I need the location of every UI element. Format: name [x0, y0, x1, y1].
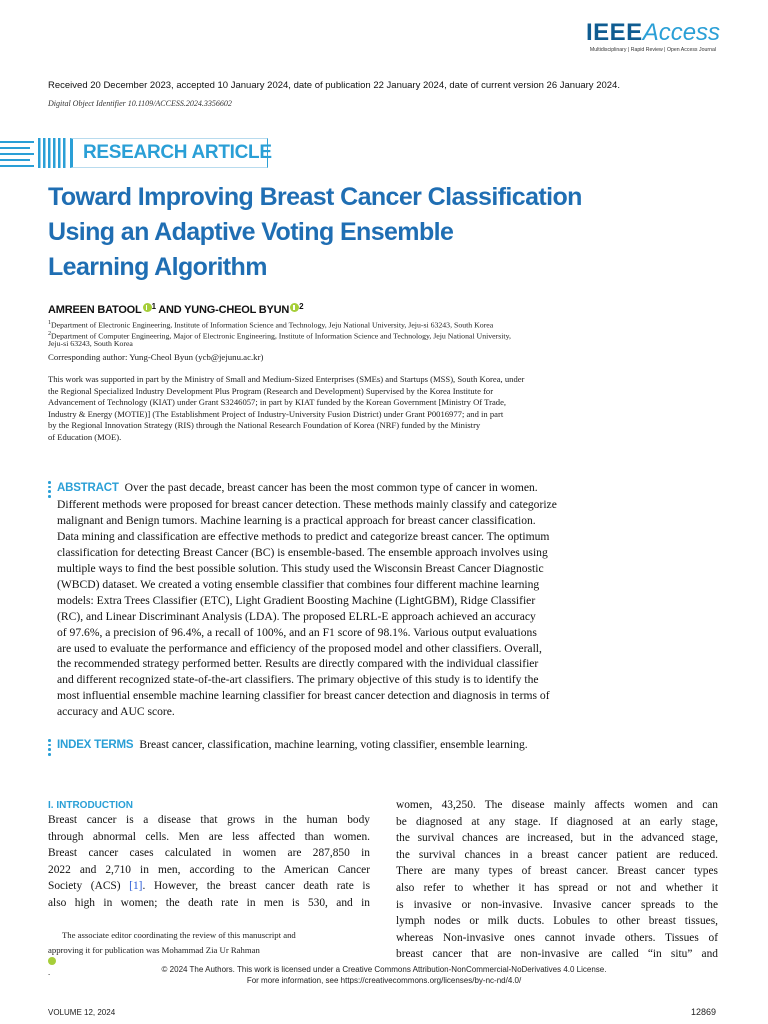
research-article-banner	[70, 138, 272, 168]
index-terms-label: INDEX TERMS	[57, 739, 134, 751]
author-affiliation-ref: 2	[299, 302, 304, 311]
affiliation: Jeju-si 63243, South Korea	[48, 339, 133, 348]
editor-footnote: The associate editor coordinating the review of this manuscript and approving it for publication was Mohammad Zia Ur Rahman .	[48, 930, 296, 977]
title-line: Using an Adaptive Voting Ensemble	[48, 218, 454, 246]
intro-left-column: Breast cancer is a disease that grows in the human body through abnormal cells. Men are less affected than women. Breast cancer cases calculated in women are 287,850 in 2022 and 2,710 in men, according to the American Cancer Society (ACS) [1]. However, the breast cancer death rate is also high in women; the death rate in men is 530, and in	[48, 814, 371, 909]
affiliation: $^2$Department of Computer Engineering, Major of Electronic Engineering, Institute of Information Science and Technology, Jeju National University,	[48, 330, 511, 341]
banner-stripes-icon	[0, 136, 66, 170]
author-name: AMREEN BATOOL	[48, 304, 142, 316]
section-heading: I. INTRODUCTION	[48, 800, 133, 811]
orcid-icon[interactable]	[143, 303, 152, 312]
logo-access: Access	[642, 19, 721, 46]
abstract-label: ABSTRACT	[57, 482, 119, 494]
citation-link[interactable]: [1]	[129, 880, 143, 893]
abstract: ABSTRACT Over the past decade, breast cancer has been the most common type of cancer in women. Different methods were proposed for breast cancer detection. These methods mainly classify and categorize malignant and Benign tumors. Machine learning is a practical approach for breast cancer classification. Data mining and classification are effective methods to predict and categorize breast cancer. The optimum classification for detecting Breast Cancer (BC) is ensemble-based. The ensemble approach involves using multiple ways to find the best possible solution. This study used the Wisconsin Breast Cancer Diagnostic (WBCD) dataset. We created a voting ensemble classifier that combines four different machine learning models: Extra Trees Classifier (ETC), Light Gradient Boosting Machine (LightGBM), Ridge Classifier (RC), and Linear Discriminant Analysis (LDA). The proposed ELRL-E approach achieved an accuracy of 97.6%, a precision of 96.4%, a recall of 100%, and an F1 score of 98.1%. Various output evaluations are used to evaluate the performance and efficiency of the proposed model and other classifiers. Overall, the recommended strategy performed better. Results are directly compared with the individual classifier and different recognized state-of-the-art classifiers. The primary objective of this study is to identify the most influential ensemble machine learning classifier for breast cancer detection and diagnosis in terms of accuracy and AUC score.	[57, 481, 557, 719]
doi: Digital Object Identifier 10.1109/ACCESS.2024.3356602	[48, 99, 232, 108]
banner-label: RESEARCH ARTICLE	[83, 142, 272, 163]
orcid-icon[interactable]	[48, 957, 56, 965]
index-terms	[57, 738, 528, 751]
page-number: 12869	[690, 1007, 716, 1017]
funding-statement: This work was supported in part by the Ministry of Small and Medium-Sized Enterprises (SMEs) and Startups (MSS), South Korea, under the Regional Specialized Industry Development Plus Program (Research and Development) Supervised by the Korea Institute for Advancement of Technology (KIAT) under Grant S3246057; in part by KIAT funded by the Korean Government [Ministry Of Trade, Industry & Energy (MOTIE)] (The Establishment Project of Industry-University Fusion District) under Grant P0016977; and in part by the Regional Innovation Strategy (RIS) through the National Research Foundation of Korea (NRF) funded by the Ministry of Education (MOE).	[48, 374, 525, 442]
corresponding-author: Corresponding author: Yung-Cheol Byun (ycb@jejunu.ac.kr)	[48, 352, 264, 362]
volume-info: VOLUME 12, 2024	[48, 1008, 116, 1017]
logo-tagline: Multidisciplinary | Rapid Review | Open Access Journal	[589, 47, 716, 53]
logo-ieee: IEEE	[586, 19, 643, 46]
intro-right-column: women, 43,250. The disease mainly affects women and can be diagnosed at any stage. If diagnosed at an early stage, the survival chances are increased, but in the advanced stage, the survival chances in a breast cancer patient are reduced. There are many types of breast cancer. Breast cancer types also refer to whether it has spread or not and whether it is invasive or non-invasive. Invasive cancer spreads to the lymph nodes or milk ducts. Lobules to other breast tissues, whereas Non-invasive ones cannot invade others. Tissues of breast cancer that are non-invasive are called “in situ” and	[396, 799, 718, 961]
author-conjunction: AND	[158, 304, 182, 316]
title-line: Toward Improving Breast Cancer Classification	[48, 183, 582, 211]
paper-title	[48, 180, 648, 285]
abstract-dots-icon	[48, 481, 51, 500]
index-terms-dots-icon	[48, 739, 51, 758]
author-name: YUNG-CHEOL BYUN	[184, 304, 290, 316]
received-dates: Received 20 December 2023, accepted 10 January 2024, date of publication 22 January 2024, date of current version 26 January 2024.	[48, 80, 620, 91]
author-list	[48, 302, 303, 316]
orcid-icon[interactable]	[290, 303, 299, 312]
license-url: For more information, see https://creativecommons.org/licenses/by-nc-nd/4.0/	[246, 976, 522, 985]
affiliation: $^1$Department of Electronic Engineering, Institute of Information Science and Technology, Jeju National University, Jeju-si 63243, South Korea	[48, 320, 494, 330]
index-terms-text: Breast cancer, classification, machine learning, voting classifier, ensemble learning.	[139, 738, 528, 751]
journal-logo	[586, 19, 721, 53]
author-affiliation-ref: 1	[151, 302, 156, 311]
license-line: © 2024 The Authors. This work is licensed under a Creative Commons Attribution-NonCommercial-NoDerivatives 4.0 License.	[161, 965, 607, 974]
title-line: Learning Algorithm	[48, 253, 267, 281]
